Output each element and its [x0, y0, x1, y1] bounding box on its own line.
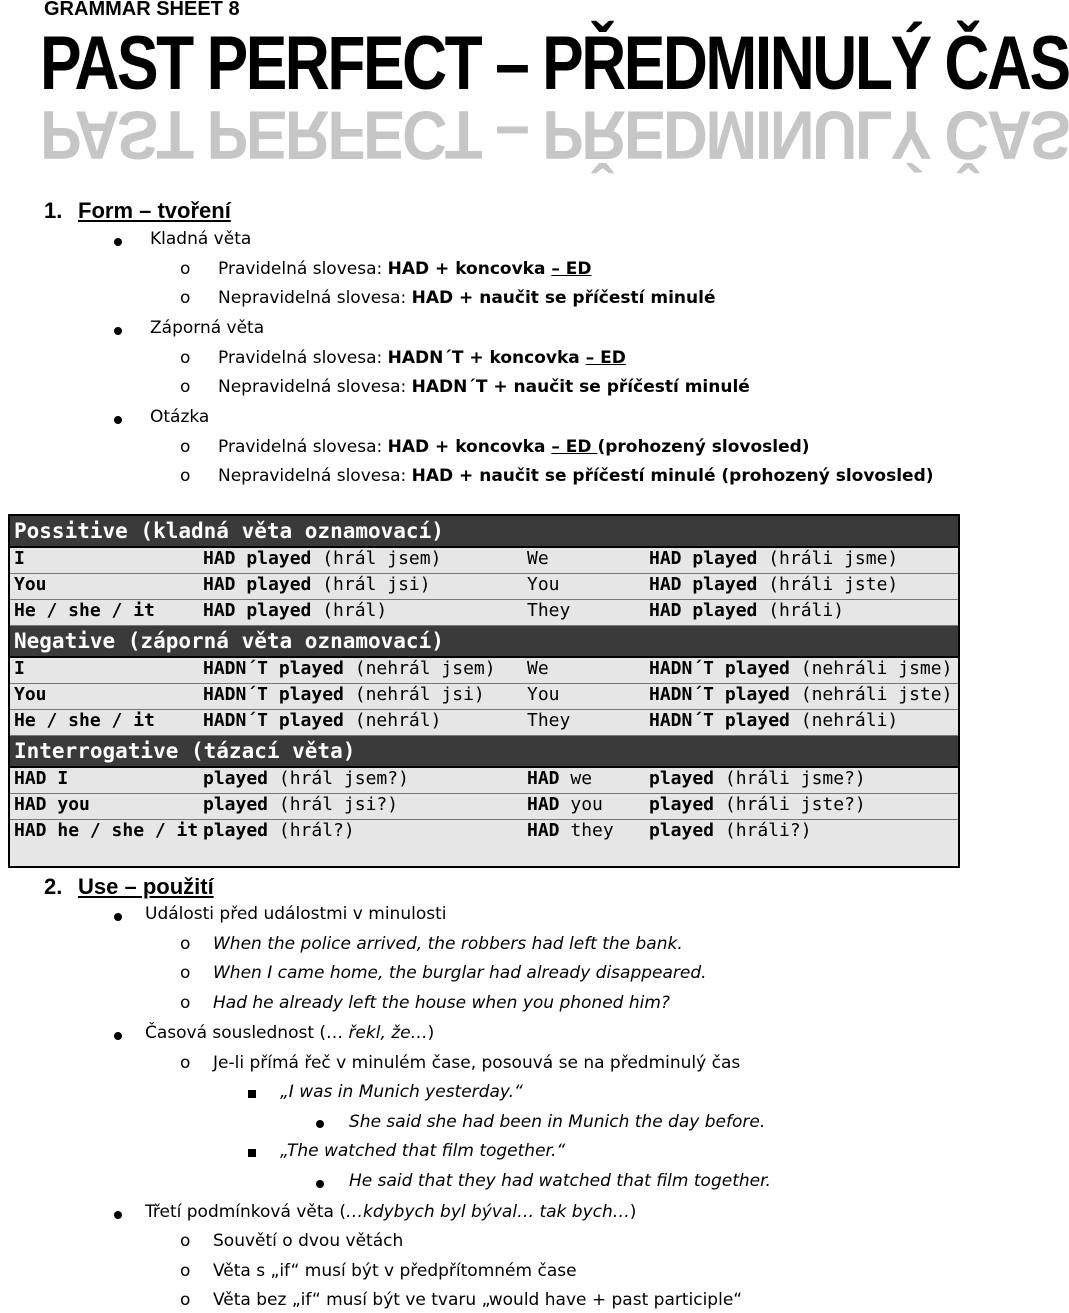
circle-bullet-icon: o	[180, 1231, 191, 1251]
circle-bullet-icon: o	[180, 934, 191, 954]
rule-note: (prohozený slovosled)	[597, 437, 810, 457]
rule-ending: – ED	[585, 348, 626, 368]
square-bullet-icon	[248, 1090, 256, 1098]
auxiliary: HAD	[527, 768, 560, 789]
translation: (hrál?)	[268, 820, 355, 841]
verb-cell	[199, 548, 523, 573]
rule-label: Nepravidelná slovesa:	[218, 288, 412, 308]
subject-cell: They	[527, 710, 571, 731]
verb-form: played	[203, 794, 269, 815]
circle-bullet-icon: o	[180, 466, 191, 486]
verb-cell	[645, 768, 958, 793]
rule-label: Pravidelná slovesa:	[218, 348, 388, 368]
form-group-heading: Záporná věta	[150, 318, 265, 338]
rule-ending: – ED	[551, 437, 598, 457]
bullet-dot-icon	[114, 1211, 122, 1219]
use-subitem: Souvětí o dvou větách	[213, 1231, 404, 1251]
auxiliary: HAD	[14, 768, 47, 789]
circle-bullet-icon: o	[180, 288, 191, 308]
translation: (hráli?)	[714, 820, 812, 841]
subject-cell: I	[14, 658, 25, 679]
example-sentence: Had he already left the house when you phoned him?	[213, 993, 670, 1013]
auxiliary: HAD	[14, 794, 47, 815]
bullet-dot-icon	[114, 416, 122, 424]
use-item-text: )	[629, 1202, 637, 1222]
translation: (hráli jsme)	[757, 548, 899, 569]
translation: (hráli jste?)	[714, 794, 866, 815]
circle-bullet-icon: o	[180, 259, 191, 279]
form-rule	[218, 437, 810, 457]
section-title: Use – použití	[78, 874, 214, 899]
circle-bullet-icon: o	[180, 348, 191, 368]
bullet-dot-icon	[114, 238, 122, 246]
table-row	[10, 548, 958, 574]
subject-cell: You	[527, 574, 560, 595]
verb-form: HAD played	[649, 600, 758, 621]
translation: (hrál jsi)	[311, 574, 431, 595]
use-item-text: )	[427, 1023, 435, 1043]
subject-cell: We	[527, 548, 549, 569]
translation: (hrál jsem)	[311, 548, 442, 569]
subject-cell: You	[14, 574, 47, 595]
square-bullet-icon	[248, 1149, 256, 1157]
subject-cell: We	[527, 658, 549, 679]
circle-bullet-icon: o	[180, 1290, 191, 1310]
circle-bullet-icon: o	[180, 1053, 191, 1073]
sheet-label: GRAMMAR SHEET 8	[44, 0, 240, 20]
example-sentence: She said she had been in Munich the day before.	[349, 1112, 766, 1132]
form-rule	[218, 348, 626, 368]
translation: (hrál)	[311, 600, 388, 621]
section-2-heading	[44, 874, 214, 900]
verb-form: HADN´T played	[649, 684, 790, 705]
table-row	[10, 574, 958, 600]
verb-form: HADN´T played	[203, 684, 344, 705]
subject-cell: He / she / it	[14, 600, 155, 621]
translation: (hrál jsi?)	[268, 794, 399, 815]
use-item-text: Třetí podmínková věta (	[145, 1202, 346, 1222]
table-row	[10, 820, 958, 866]
negative-header: Negative (záporná věta oznamovací)	[10, 626, 958, 658]
circle-bullet-icon: o	[180, 377, 191, 397]
banner-title	[40, 21, 1069, 173]
question-subject-cell	[523, 794, 645, 819]
example-sentence: He said that they had watched that film together.	[349, 1171, 771, 1191]
use-item-text: Časová souslednost (…	[145, 1023, 349, 1043]
verb-cell	[645, 658, 958, 683]
use-item	[145, 1023, 434, 1043]
translation: (hráli jsme?)	[714, 768, 866, 789]
form-rule	[218, 466, 934, 486]
verb-form: played	[649, 820, 715, 841]
circle-bullet-icon: o	[180, 993, 191, 1013]
verb-form: HAD played	[649, 574, 758, 595]
circle-bullet-icon: o	[180, 437, 191, 457]
translation: (nehráli jste)	[789, 684, 953, 705]
section-title: Form – tvoření	[78, 198, 231, 223]
banner-title-text: PAST PERFECT – PŘEDMINULÝ ČAS	[40, 21, 1069, 106]
form-rule	[218, 288, 716, 308]
subject-cell: You	[527, 684, 560, 705]
verb-form: HAD played	[203, 600, 312, 621]
auxiliary: HAD	[527, 820, 560, 841]
form-group-heading: Kladná věta	[150, 229, 252, 249]
subject: they	[559, 820, 614, 841]
verb-cell	[199, 794, 523, 819]
rule-formula: HADN´T + naučit se příčestí minulé	[411, 377, 750, 397]
verb-form: HAD played	[649, 548, 758, 569]
verb-form: HADN´T played	[203, 710, 344, 731]
example-sentence: When I came home, the burglar had already disappeared.	[213, 963, 707, 983]
translation: (hráli)	[757, 600, 845, 621]
translation: (hrál jsem?)	[268, 768, 409, 789]
verb-form: played	[649, 768, 715, 789]
circle-bullet-icon: o	[180, 963, 191, 983]
translation: (hráli jste)	[757, 574, 899, 595]
banner-title-reflection: PAST PERFECT – PŘEDMINULÝ ČAS	[40, 96, 1069, 173]
translation: (nehráli jsme)	[789, 658, 953, 679]
rule-label: Pravidelná slovesa:	[218, 437, 388, 457]
example-sentence: „The watched that film together.“	[280, 1141, 566, 1161]
translation: (nehrál)	[343, 710, 442, 731]
table-row	[10, 658, 958, 684]
verb-cell	[645, 820, 958, 866]
interrogative-header: Interrogative (tázací věta)	[10, 736, 958, 768]
verb-cell	[199, 684, 523, 709]
verb-cell	[199, 658, 523, 683]
question-subject-cell	[523, 768, 645, 793]
subject: you	[46, 794, 90, 815]
section-number: 1.	[44, 198, 63, 223]
use-subitem: Věta bez „if“ musí být ve tvaru „would have + past participle“	[213, 1290, 743, 1310]
rule-label: Pravidelná slovesa:	[218, 259, 388, 279]
conjugation-table	[8, 514, 960, 868]
verb-form: HADN´T played	[203, 658, 344, 679]
subject: you	[559, 794, 603, 815]
section-1-heading	[44, 198, 231, 224]
subject-cell: They	[527, 600, 571, 621]
verb-cell	[199, 710, 523, 735]
rule-formula: HAD + naučit se příčestí minulé	[411, 288, 716, 308]
verb-form: played	[203, 820, 269, 841]
verb-cell	[199, 768, 523, 793]
subject-cell: I	[14, 548, 25, 569]
use-subitem: Věta s „if“ musí být v předpřítomném čase	[213, 1261, 577, 1281]
use-subitem: Je-li přímá řeč v minulém čase, posouvá se na předminulý čas	[213, 1053, 741, 1073]
verb-cell	[645, 574, 958, 599]
subject: I	[46, 768, 69, 789]
bullet-dot-icon	[114, 1032, 122, 1040]
rule-formula: HADN´T + koncovka	[387, 348, 586, 368]
form-rule	[218, 377, 750, 397]
verb-cell	[199, 600, 523, 625]
use-item	[145, 1202, 636, 1222]
circle-bullet-icon: o	[180, 1261, 191, 1281]
section-number: 2.	[44, 874, 63, 899]
bullet-dot-icon	[316, 1180, 324, 1188]
rule-label: Nepravidelná slovesa:	[218, 466, 412, 486]
translation: (nehrál jsi)	[343, 684, 485, 705]
table-row	[10, 684, 958, 710]
example-sentence: „I was in Munich yesterday.“	[280, 1082, 523, 1102]
verb-form: HAD played	[203, 548, 312, 569]
verb-cell	[645, 600, 958, 625]
subject: we	[559, 768, 593, 789]
verb-cell	[199, 820, 523, 866]
subject: he / she / it	[46, 820, 199, 841]
verb-cell	[645, 684, 958, 709]
subject-cell: You	[14, 684, 47, 705]
translation: (nehráli)	[789, 710, 899, 731]
example-sentence: When the police arrived, the robbers had left the bank.	[213, 934, 683, 954]
question-subject-cell	[10, 820, 199, 866]
positive-header: Possitive (kladná věta oznamovací)	[10, 516, 958, 548]
verb-form: HADN´T played	[649, 658, 790, 679]
auxiliary: HAD	[14, 820, 47, 841]
translation: (nehrál jsem)	[343, 658, 496, 679]
verb-form: played	[203, 768, 269, 789]
verb-cell	[645, 794, 958, 819]
use-item: Události před událostmi v minulosti	[145, 904, 447, 924]
subject-cell: He / she / it	[14, 710, 155, 731]
rule-formula: HAD + naučit se příčestí minulé (prohozený slovosled)	[411, 466, 934, 486]
table-row	[10, 768, 958, 794]
rule-ending: – ED	[551, 259, 592, 279]
verb-cell	[645, 710, 958, 735]
question-subject-cell	[10, 768, 199, 793]
rule-label: Nepravidelná slovesa:	[218, 377, 412, 397]
rule-formula: HAD + koncovka	[387, 437, 552, 457]
rule-formula: HAD + koncovka	[387, 259, 552, 279]
verb-form: HAD played	[203, 574, 312, 595]
form-group-heading: Otázka	[150, 407, 210, 427]
verb-cell	[645, 548, 958, 573]
bullet-dot-icon	[114, 327, 122, 335]
table-row	[10, 710, 958, 736]
question-subject-cell	[523, 820, 645, 866]
table-row	[10, 600, 958, 626]
auxiliary: HAD	[527, 794, 560, 815]
bullet-dot-icon	[316, 1120, 324, 1128]
verb-form: HADN´T played	[649, 710, 790, 731]
verb-form: played	[649, 794, 715, 815]
use-item-italic: …kdybych byl býval… tak bych…	[345, 1202, 630, 1222]
use-item-italic: řekl, že…	[348, 1023, 428, 1043]
bullet-dot-icon	[114, 913, 122, 921]
table-row	[10, 794, 958, 820]
question-subject-cell	[10, 794, 199, 819]
form-rule	[218, 259, 592, 279]
verb-cell	[199, 574, 523, 599]
